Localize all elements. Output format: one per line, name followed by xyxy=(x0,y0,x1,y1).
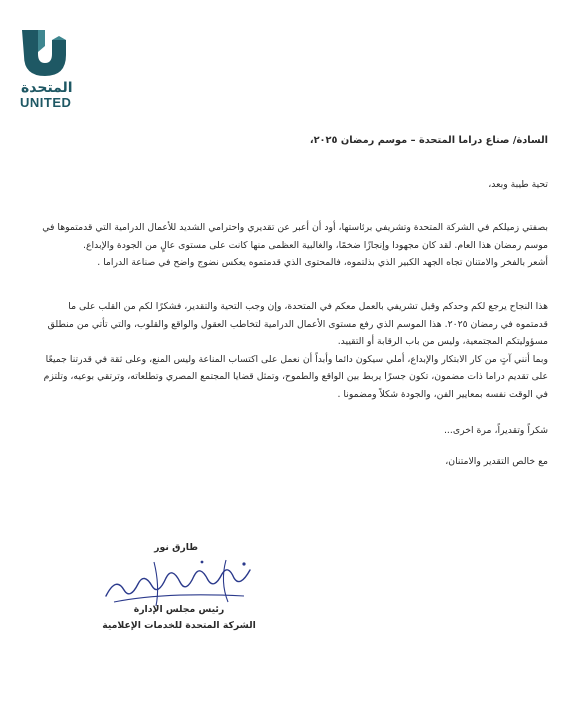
letter-body xyxy=(40,132,548,471)
logo-english-name: UNITED xyxy=(20,95,72,110)
signatory-name: طارق نور xyxy=(154,542,198,553)
greeting: تحية طيبة وبعد، xyxy=(488,178,548,190)
signatory-title: رئيس مجلس الإدارة xyxy=(133,604,225,615)
paragraph-4: وبما أنني آتٍ من كار الابتكار والإبداع، أملي سيكون دائما وأبداً أن نعمل على اكتساب المناعة وليس المنع، وعلى ثقة في قدرتنا جميعًا على تقديم دراما ذات مضمون، تكون جسرًا يربط بين الواقع والطموح، وتمثل قضايا المجتمع المصري وتطلعاته، وترتقي بوعيه، وتلتزم في الوقت نفسه بمعايير الفن، والجودة شكلاً ومضمونا . xyxy=(43,353,548,400)
paragraph-3: هذا النجاح يرجع لكم وحدكم وقبل تشريفي بالعمل معكم في المتحدة، وإن وجب التحية والتقدير، فشكرًا لكم من القلب على ما قدمتموه في رمضان ٢٠٢٥. هذا الموسم الذي رفع مستوى الأعمال الدرامية لتخاطب العقول والواقع والقلوب، والتي تأتي من منطلق مسؤوليتكم المجتمعية، وليس من باب الرقابة أو التقييد. xyxy=(47,300,548,348)
signature-block xyxy=(84,540,274,634)
company-logo xyxy=(14,26,78,110)
thanks-line: شكراً وتقديراً، مرة اخرى... xyxy=(443,424,548,436)
handwritten-signature xyxy=(94,556,264,608)
logo-arabic-name: المتحدة xyxy=(21,80,73,96)
salutation: السادة/ صناع دراما المتحدة – موسم رمضان ٢٠٢٥، xyxy=(309,135,548,146)
closing-line: مع خالص التقدير والامتنان، xyxy=(445,456,548,468)
signatory-company: الشركة المتحدة للخدمات الإعلامية xyxy=(102,620,256,631)
united-u-mark-icon xyxy=(18,26,70,78)
paragraph-2: أشعر بالفخر والامتنان تجاه الجهد الكبير الذي بذلتموه، فالمحتوى الذي قدمتموه يعكس نضوج واضح في صناعة الدراما . xyxy=(97,257,548,269)
paragraph-1: بصفتي زميلكم في الشركة المتحدة وتشريفي برئاستها، أود أن أعبر عن تقديري واحترامي الشديد للأعمال الدرامية التي قدمتموها في موسم رمضان هذا العام. لقد كان مجهودا وإنجازًا ضخمًا، والغالبية العظمى منها كانت على مستوى عالٍ من الجودة والإبداع. xyxy=(42,222,548,251)
